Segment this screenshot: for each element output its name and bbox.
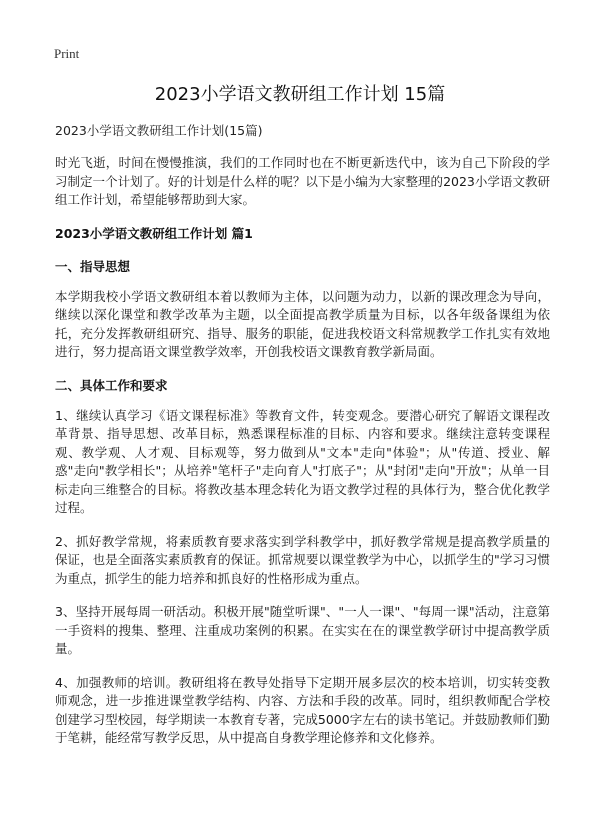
- body-paragraph: 2、抓好教学常规，将素质教育要求落实到学科教学中，抓好教学常规是提高教学质量的保证，也是全面落实素质教育的保证。抓常规要以课堂教学为中心，以抓学生的"学习习惯为重点，抓学生的能力培养和抓良好的性格形成为重点。: [55, 533, 550, 586]
- document-body: [55, 122, 550, 763]
- intro-paragraph: 时光飞逝，时间在慢慢推演，我们的工作同时也在不断更新迭代中，该为自己下阶段的学习制定一个计划了。好的计划是什么样的呢？以下是小编为大家整理的2023小学语文教研组工作计划，希望能够帮助到大家。: [55, 155, 550, 207]
- print-link[interactable]: Print: [54, 46, 80, 61]
- body-paragraph: 3、坚持开展每周一研活动。积极开展"随堂听课"、"一人一课"、"每周一课"活动，注意第一手资料的搜集、整理、注重成功案例的积累。在实实在在的课堂教学研讨中提高教学质量。: [55, 604, 550, 656]
- document-title: 2023小学语文教研组工作计划 15篇: [154, 84, 446, 105]
- body-paragraph: 4、加强教师的培训。教研组将在教导处指导下定期开展多层次的校本培训，切实转变教师观念，进一步推进课堂教学结构、内容、方法和手段的改革。同时，组织教师配合学校创建学习型校园，每学期读一本教育专著，完成5000字左右的读书笔记。并鼓励教师们勤于笔耕，能经常写教学反思，从中提高自身教学理论修养和文化修养。: [55, 674, 550, 745]
- document-subtitle: 2023小学语文教研组工作计划(15篇): [55, 123, 263, 138]
- section-title: 2023小学语文教研组工作计划 篇1: [55, 225, 253, 241]
- part-heading-guiding-ideology: 一、指导思想: [55, 258, 131, 274]
- body-paragraph: 1、继续认真学习《语文课程标准》等教育文件，转变观念。要潜心研究了解语文课程改革背景、指导思想、改革目标，熟悉课程标准的目标、内容和要求。继续注意转变课程观、教学观、人才观、目标观等，努力做到从"文本"走向"体验"；从"传道、授业、解惑"走向"教学相长"；从培养"笔杆子"走向育人"打底子"；从"封闭"走向"开放"；从单一目标走向三维整合的目标。将教改基本理念转化为语文教学过程的具体行为，整合优化教学过程。: [55, 407, 550, 515]
- part-heading-work-requirements: 二、具体工作和要求: [55, 377, 168, 393]
- body-paragraph: 本学期我校小学语文教研组本着以教师为主体，以问题为动力，以新的课改理念为导向，继续以深化课堂和教学改革为主题，以全面提高教学质量为目标，以各年级备课组为依托，充分发挥教研组研究、指导、服务的职能，促进我校语文科常规教学工作扎实有效地进行，努力提高语文课堂教学效率，开创我校语文课教育教学新局面。: [55, 288, 550, 359]
